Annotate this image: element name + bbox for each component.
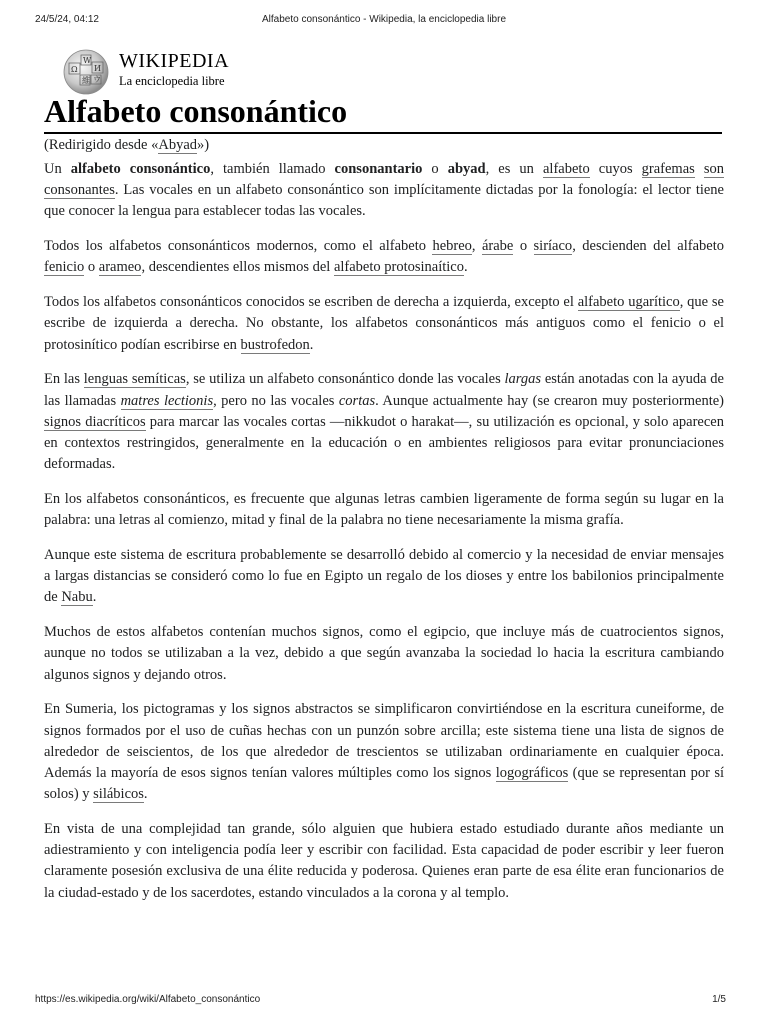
text-run: para marcar las vocales cortas —nikkudot o harakat—, su utilización es opcional, y solo aparecen en contextos restringidos, generalmente en la educación o en ambientes religiosos para evitar pronunciaciones deformadas. [44, 413, 724, 473]
print-page-number: 1/5 [712, 994, 726, 1005]
article-link[interactable]: alfabeto protosinaítico [333, 259, 464, 276]
article-paragraph [44, 819, 724, 904]
text-run: , se utiliza un alfabeto consonántico donde las vocales [185, 371, 505, 388]
article-link[interactable]: signos diacríticos [44, 413, 146, 430]
article-link[interactable]: Nabu [61, 589, 93, 606]
text-run: En vista de una complejidad tan grande, sólo alguien que hubiera estado estudiado durante años mediante un adiestramiento y con inteligencia podía leer y escribir con facilidad. Esta capacidad de poder escribir y leer fueron claramente posesión exclusiva de una élite reducida y poderosa. Quienes eran parte de esa élite eran funcionarios de la ciudad-estado y de los sacerdotes, estando vinculados a la corona y al templo. [44, 821, 724, 901]
svg-text:維: 維 [82, 76, 90, 85]
wikipedia-globe-icon [60, 46, 112, 96]
text-run: . Aunque actualmente hay (se crearon muy posteriormente) [375, 392, 724, 409]
article-link[interactable]: alfabeto ugarítico [577, 294, 680, 311]
redirect-note [44, 137, 209, 154]
article-link[interactable]: hebreo [432, 238, 472, 255]
text-run: Muchos de estos alfabetos contenían muchos signos, como el egipcio, que incluye más de cuatrocientos signos, aunque no todos se utilizaban a la vez, debido a que según avanzaba la sociedad lo hacia la escritura cambiando algunos signos y dejando otros. [44, 624, 724, 683]
text-run: o [84, 259, 99, 276]
article-link[interactable]: siríaco [533, 238, 573, 255]
text-run: , descienden del alfabeto [572, 238, 724, 255]
article-paragraph [44, 159, 724, 223]
article-link[interactable]: lenguas semíticas [83, 371, 186, 388]
text-run: En los alfabetos consonánticos, es frecuente que algunas letras cambien ligeramente de forma según su lugar en la palabra: una letras al comienzo, mitad y final de la palabra no tiene necesariamente la misma grafía. [44, 491, 724, 529]
bold-term: consonantario [334, 161, 423, 177]
article-link[interactable]: grafemas [641, 161, 695, 177]
text-run: , también llamado [210, 161, 335, 177]
article-link[interactable]: son [703, 161, 724, 177]
article-paragraph [44, 292, 724, 356]
bold-term: abyad [447, 161, 486, 177]
article-paragraph [44, 699, 724, 805]
article-link[interactable]: bustrofedon [240, 336, 310, 353]
text-run: (que se representan por sí solos) y [44, 765, 724, 803]
text-run: , que se escribe de izquierda a derecha. No obstante, los alfabetos consonánticos más antiguos como el fenicio o el protosinítico podían escribirse en [44, 294, 724, 353]
text-run: Todos los alfabetos consonánticos modernos, como el alfabeto [44, 238, 433, 255]
text-run: , es un [485, 161, 543, 177]
text-run: están anotadas con la ayuda de las llamadas [44, 371, 724, 409]
text-run: En las [44, 371, 84, 388]
text-run: , [471, 238, 482, 255]
text-run: , pero no las vocales [213, 392, 339, 409]
print-page-title: Alfabeto consonántico - Wikipedia, la enciclopedia libre [261, 14, 507, 25]
article-link[interactable]: fenicio [44, 259, 85, 276]
text-run [695, 161, 704, 177]
bold-term: alfabeto consonántico [70, 161, 211, 177]
redirect-prefix: (Redirigido desde « [44, 137, 159, 153]
text-run: En Sumeria, los pictogramas y los signos abstractos se simplificaron convirtiéndose en la escritura cuneiforme, de signos formados por el uso de cuñas hechas con un punzón sobre arcilla; este sistema tiene una lista de signos de alrededor de seiscientos, de los que alrededor de trescientos se utilizaban ordinariamente en cualquier época. Además la mayoría de esos signos tenían valores múltiples como los signos [44, 701, 724, 782]
article-paragraph [44, 369, 724, 475]
svg-text:И: И [94, 64, 101, 73]
text-run: largas [504, 371, 542, 388]
wikipedia-wordmark: WIKIPEDIA [119, 50, 230, 72]
svg-text:W: W [83, 56, 92, 65]
text-run: Todos los alfabetos consonánticos conocidos se escriben de derecha a izquierda, excepto el [44, 294, 578, 311]
article-paragraph [44, 545, 724, 609]
article-paragraph [44, 489, 724, 531]
text-run: . [143, 786, 148, 803]
text-run: , descendientes ellos mismos del [141, 259, 334, 276]
article-link[interactable]: consonantes [44, 182, 115, 199]
redirect-suffix: ») [197, 137, 210, 153]
text-run: o [422, 161, 448, 177]
text-run: Un [44, 161, 71, 177]
article-link[interactable]: árabe [481, 238, 514, 255]
article-link[interactable]: logográficos [495, 765, 569, 782]
wikipedia-tagline: La enciclopedia libre [119, 74, 225, 88]
page-title: Alfabeto consonántico [44, 92, 722, 134]
text-run: cortas [338, 392, 376, 409]
text-run: . [92, 589, 97, 606]
article-link[interactable]: arameo [98, 259, 142, 276]
print-header [0, 14, 768, 28]
redirect-link[interactable]: Abyad [158, 137, 198, 153]
text-run: . [464, 259, 468, 276]
article-link[interactable]: matres lectionis [120, 392, 214, 409]
print-footer [0, 994, 768, 1008]
article-paragraph [44, 236, 724, 278]
svg-text:ウ: ウ [93, 75, 101, 84]
article-body [44, 159, 724, 917]
text-run: . Las vocales en un alfabeto consonántico son implícitamente dictadas por la fonología: el lector tiene que conocer la lengua para establecer todas las vocales. [44, 182, 724, 220]
article-paragraph [44, 622, 724, 686]
svg-text:Ω: Ω [71, 65, 78, 74]
print-datetime: 24/5/24, 04:12 [35, 14, 99, 25]
text-run: o [513, 238, 534, 255]
text-run: Aunque este sistema de escritura probablemente se desarrolló debido al comercio y la necesidad de enviar mensajes a largas distancias se consideró como lo fue en Egipto un regalo de los dioses y entre los babilonios principalmente de [44, 547, 724, 606]
print-url: https://es.wikipedia.org/wiki/Alfabeto_consonántico [35, 994, 261, 1005]
text-run: cuyos [589, 161, 642, 177]
article-link[interactable]: alfabeto [543, 161, 590, 177]
text-run: . [309, 336, 314, 353]
wikipedia-logo[interactable] [60, 46, 260, 90]
article-link[interactable]: silábicos [93, 786, 144, 803]
